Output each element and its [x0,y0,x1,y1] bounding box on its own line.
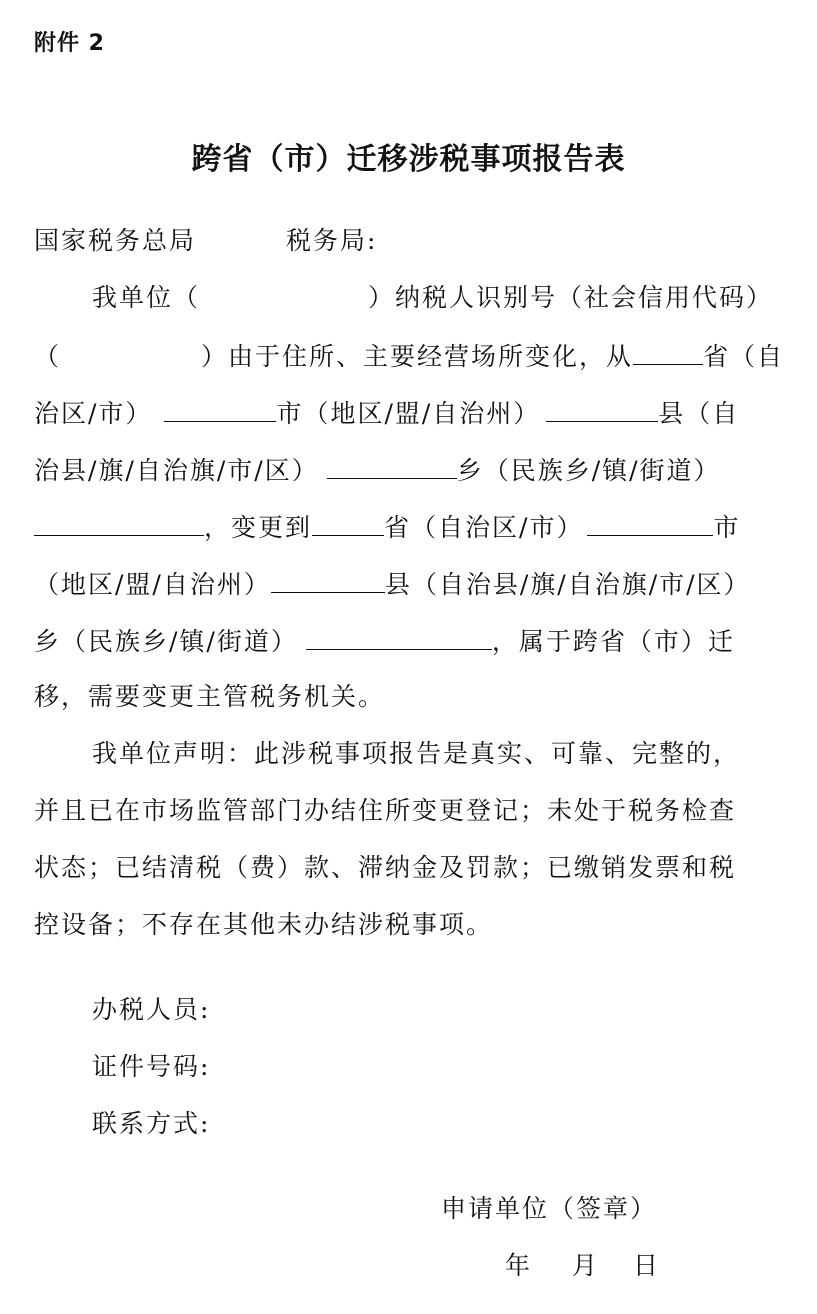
declaration-line-4: 控设备；不存在其他未办结涉税事项。 [34,910,494,939]
body-text: （地区/盟/自治州） [34,570,271,599]
from-city-blank[interactable] [164,395,276,422]
declaration-line-2: 并且已在市场监管部门办结住所变更登记；未处于税务检查 [34,796,737,825]
from-province-blank[interactable] [633,338,703,365]
tax-bureau-label: 税务局: [286,226,378,255]
tax-agent-label: 办税人员: [92,995,211,1024]
body-line-7 [34,623,735,659]
to-province-blank[interactable] [312,509,384,536]
body-text: ）纳税人识别号（社会信用代码） [368,283,774,312]
year-label: 年 [505,1251,533,1280]
attachment-label: 附件 2 [34,31,105,56]
body-text: 乡（民族乡/镇/街道） [34,627,298,656]
addressee-line [34,224,377,258]
body-text: 市 [713,513,741,542]
body-text: ，变更到 [204,513,313,542]
body-line-6 [34,566,751,602]
from-township-blank[interactable] [327,452,457,479]
body-text: 乡（民族乡/镇/街道） [456,456,721,485]
body-text: 移，需要变更主管税务机关。 [34,682,386,711]
month-label: 月 [572,1251,600,1280]
body-text: ）由于住所、主要经营场所变化，从 [201,342,634,371]
id-number-label: 证件号码: [92,1052,211,1081]
date-line [505,1249,660,1283]
body-text: 县（自治县/旗/自治旗/市/区） [384,570,751,599]
body-text: 治县/旗/自治旗/市/区） [34,456,319,485]
body-text: 治区/市） [34,399,153,428]
from-street-blank[interactable] [34,509,204,536]
body-line-3 [34,395,739,431]
contact-label: 联系方式: [92,1109,211,1138]
from-county-blank[interactable] [546,395,658,422]
declaration-line-1: 我单位声明：此涉税事项报告是真实、可靠、完整的， [92,739,741,768]
body-text: 省（自治区/市） [384,513,584,542]
applicant-seal-label: 申请单位（签章） [441,1194,658,1223]
body-line-1 [92,281,773,315]
body-text: 省（自 [703,342,785,371]
body-line-2 [34,338,784,374]
page-title: 跨省（市）迁移涉税事项报告表 [191,142,626,177]
body-line-4 [34,452,721,488]
body-text: 我单位（ [92,283,201,312]
to-city-blank[interactable] [587,509,713,536]
body-line-5 [34,509,740,545]
body-text: 县（自 [658,399,740,428]
declaration-line-3: 状态；已结清税（费）款、滞纳金及罚款；已缴销发票和税 [34,853,737,882]
to-township-blank[interactable] [306,623,492,650]
tax-authority-name: 国家税务总局 [34,226,197,255]
day-label: 日 [633,1251,661,1280]
body-text: 市（地区/盟/自治州） [276,399,541,428]
body-text: ，属于跨省（市）迁 [491,627,735,656]
body-line-8 [34,680,385,714]
body-text: （ [34,342,62,371]
to-county-blank[interactable] [271,566,385,593]
